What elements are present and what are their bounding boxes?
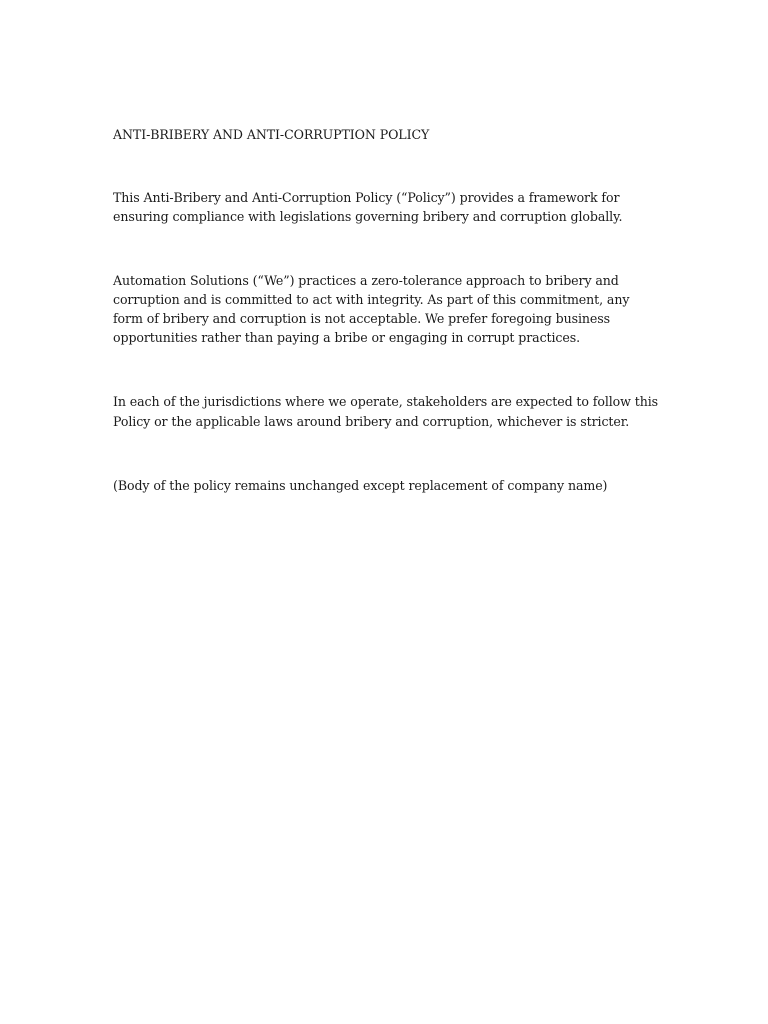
document-body: [113, 125, 658, 495]
paragraph-body-note: (Body of the policy remains unchanged except replacement of company name): [113, 477, 608, 493]
paragraph-jurisdictions: In each of the jurisdictions where we operate, stakeholders are expected to follow this Policy or the applicable laws around bribery and corruption, whichever is stricter.: [113, 394, 659, 429]
paragraph-zero-tolerance: Automation Solutions (“We”) practices a zero-tolerance approach to bribery and corruption and is committed to act with integrity. As part of this commitment, any form of bribery and corruption is not acceptable. We prefer foregoing business opportunities rather than paying a bribe or engaging in corrupt practices.: [113, 272, 630, 346]
paragraph-purpose: This Anti-Bribery and Anti-Corruption Policy (“Policy”) provides a framework for ensuring compliance with legislations governing bribery and corruption globally.: [113, 190, 623, 225]
document-title: ANTI-BRIBERY AND ANTI-CORRUPTION POLICY: [113, 127, 430, 142]
